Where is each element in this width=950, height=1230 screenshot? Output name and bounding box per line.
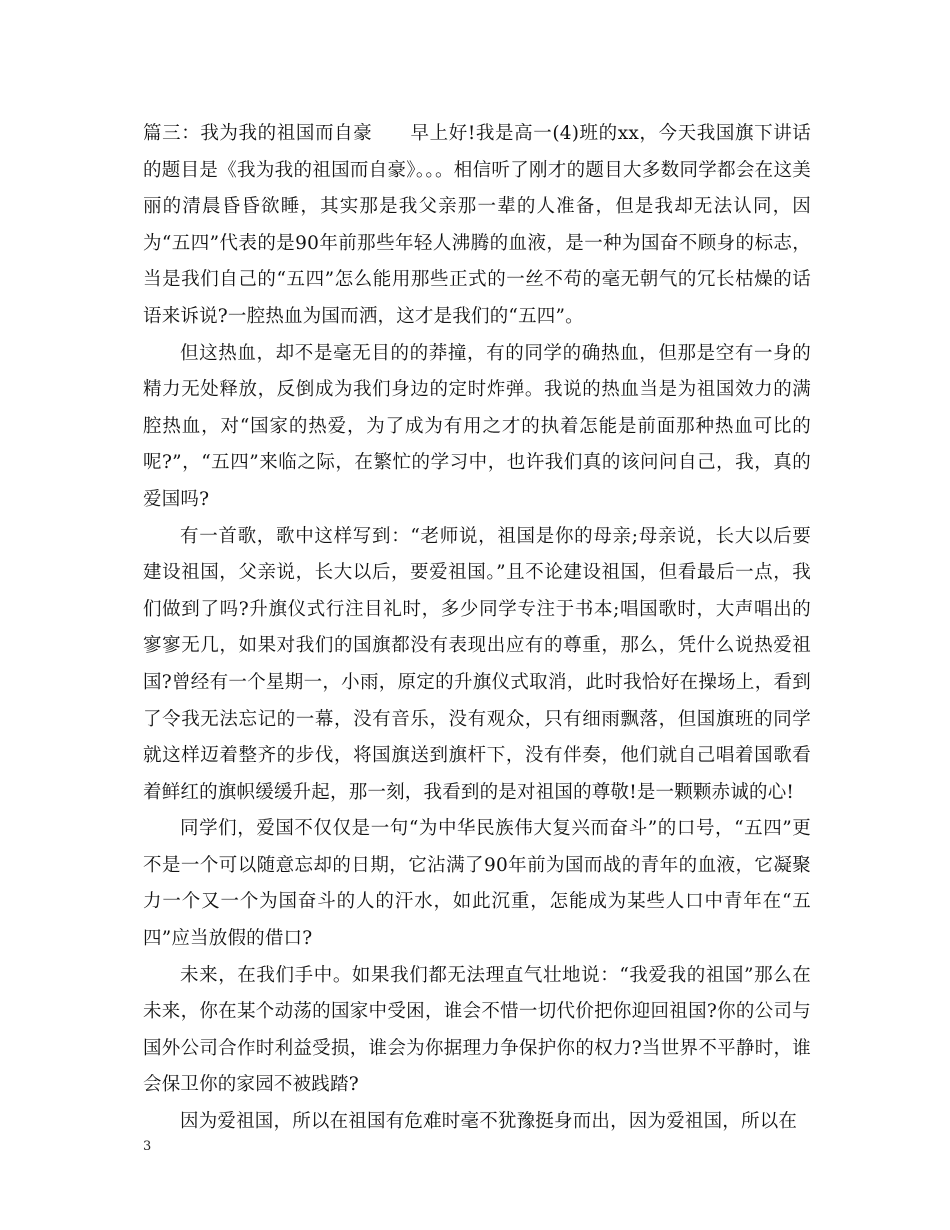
body-text	[143, 116, 811, 1141]
paragraph-5: 未来，在我们手中。如果我们都无法理直气壮地说：“我爱我的祖国”那么在未来，你在某个动荡的国家中受困，谁会不惜一切代价把你迎回祖国?你的公司与国外公司合作时利益受损，谁会为你据理力争保护你的权力?当世界不平静时，谁会保卫你的家园不被践踏?	[143, 964, 811, 1096]
paragraph-4: 同学们，爱国不仅仅是一句“为中华民族伟大复兴而奋斗”的口号，“五四”更不是一个可以随意忘却的日期，它沾满了90年前为国而战的青年的血液，它凝聚力一个又一个为国奋斗的人的汗水，如此沉重，怎能成为某些人口中青年在“五四”应当放假的借口?	[143, 818, 811, 950]
page-number: 3	[143, 1139, 152, 1154]
paragraph-3: 有一首歌，歌中这样写到：“老师说，祖国是你的母亲;母亲说，长大以后要建设祖国，父亲说，长大以后，要爱祖国。”且不论建设祖国，但看最后一点，我们做到了吗?升旗仪式行注目礼时，多少同学专注于书本;唱国歌时，大声唱出的寥寥无几，如果对我们的国旗都没有表现出应有的尊重，那么，凭什么说热爱祖国?曾经有一个星期一，小雨，原定的升旗仪式取消，此时我恰好在操场上，看到了令我无法忘记的一幕，没有音乐，没有观众，只有细雨飘落，但国旗班的同学就这样迈着整齐的步伐，将国旗送到旗杆下，没有伴奏，他们就自己唱着国歌看着鲜红的旗帜缓缓升起，那一刻，我看到的是对祖国的尊敬!是一颗颗赤诚的心!	[143, 525, 811, 803]
paragraph-title-intro: 篇三：我为我的祖国而自豪 早上好!我是高一(4)班的xx，今天我国旗下讲话的题目是《我为我的祖国而自豪》。。。相信听了刚才的题目大多数同学都会在这美丽的清晨昏昏欲睡，其实那是我父亲那一辈的人准备，但是我却无法认同，因为“五四”代表的是90年前那些年轻人沸腾的血液，是一种为国奋不顾身的标志，当是我们自己的“五四”怎么能用那些正式的一丝不苟的毫无朝气的冗长枯燥的话语来诉说?一腔热血为国而洒，这才是我们的“五四”。	[143, 123, 811, 327]
paragraph-6: 因为爱祖国，所以在祖国有危难时毫不犹豫挺身而出，因为爱祖国，所以在	[180, 1111, 798, 1133]
paragraph-2: 但这热血，却不是毫无目的的莽撞，有的同学的确热血，但那是空有一身的精力无处释放，反倒成为我们身边的定时炸弹。我说的热血当是为祖国效力的满腔热血，对“国家的热爱，为了成为有用之才的执着怎能是前面那种热血可比的呢?”，“五四”来临之际，在繁忙的学习中，也许我们真的该问问自己，我，真的爱国吗?	[143, 342, 811, 510]
